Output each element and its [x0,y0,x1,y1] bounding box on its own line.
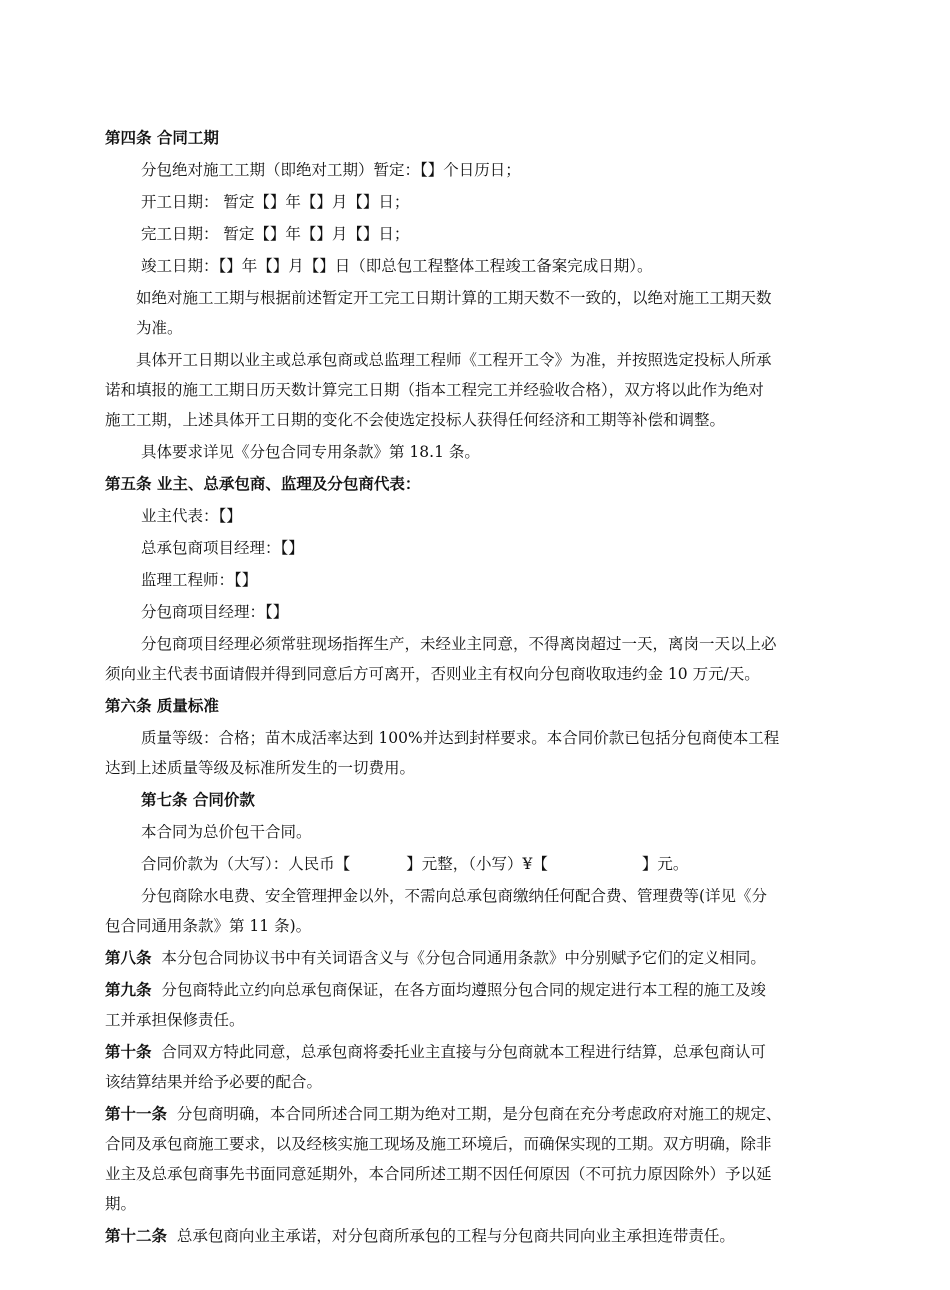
article4-heading: 第四条 合同工期 [105,128,219,147]
article10-text-line1: 合同双方特此同意，总承包商将委托业主直接与分包商就本工程进行结算，总承包商认可 [161,1043,766,1061]
article4-detail: 具体要求详见《分包合同专用条款》第 18.1 条。 [141,443,480,461]
article4-finish-date: 完工日期： 暂定【】年【】月【】日； [141,225,410,243]
article7-heading: 第七条 合同价款 [141,790,255,809]
contract-page [105,126,835,1248]
article6-line1: 质量等级：合格；苗木成活率达到 100%并达到封样要求。本合同价款已包括分包商使本工程 [141,729,780,747]
article8 [105,946,835,970]
article7-price [105,852,835,876]
article7-fees-line1: 分包商除水电费、安全管理押金以外，不需向总承包商缴纳任何配合费、管理费等(详见《分 [141,887,768,905]
article8-text: 本分包合同协议书中有关词语含义与《分包合同通用条款》中分别赋予它们的定义相同。 [161,949,766,967]
article6-line2: 达到上述质量等级及标准所发生的一切费用。 [105,759,416,777]
article4-start-order-line2: 诺和填报的施工工期日历天数计算完工日期（指本工程完工并经验收合格），双方将以此作为绝对 [105,381,764,399]
article4-start-order-line1: 具体开工日期以业主或总承包商或总监理工程师《工程开工令》为准，并按照选定投标人所承 [136,351,772,369]
article4-conflict-line1: 如绝对施工工期与根据前述暂定开工完工日期计算的工期天数不一致的，以绝对施工工期天数 [136,289,772,307]
article11-label: 第十一条 [105,1104,168,1123]
article7-price-suffix: 】元。 [641,855,689,873]
article9-label: 第九条 [105,980,152,999]
article4-completion-date: 竣工日期：【】年【】月【】日（即总包工程整体工程竣工备案完成日期）。 [141,257,653,275]
article4-conflict-line2: 为准。 [136,319,183,337]
article4-start-order-line3: 施工工期，上述具体开工日期的变化不会使选定投标人获得任何经济和工期等补偿和调整。 [105,411,726,429]
article4-absolute-period: 分包绝对施工工期（即绝对工期）暂定：【】个日历日； [141,161,521,179]
article10-line2: 该结算结果并给予必要的配合。 [105,1073,323,1091]
article7-type: 本合同为总价包干合同。 [141,823,312,841]
article9-line1 [105,978,835,1002]
article11-line3: 业主及总承包商事先书面同意延期外，本合同所述工期不因任何原因（不可抗力原因除外）予以延 [105,1165,772,1183]
article4-start-date: 开工日期： 暂定【】年【】月【】日； [141,193,410,211]
article5-owner-rep: 业主代表：【】 [141,507,242,525]
article5-sub-pm: 分包商项目经理：【】 [141,603,289,621]
article5-supervisor: 监理工程师：【】 [141,571,258,589]
article9-text-line1: 分包商特此立约向总承包商保证，在各方面均遵照分包合同的规定进行本工程的施工及竣 [161,981,766,999]
article7-fees-line2: 包合同通用条款》第 11 条)。 [105,917,312,935]
article5-rule-line2: 须向业主代表书面请假并得到同意后方可离开，否则业主有权向分包商收取违约金 10 万元/天。 [105,665,760,683]
article5-rule-line1: 分包商项目经理必须常驻现场指挥生产，未经业主同意，不得离岗超过一天，离岗一天以上必 [141,635,777,653]
article12-label: 第十二条 [105,1226,168,1245]
article12-text: 总承包商向业主承诺，对分包商所承包的工程与分包商共同向业主承担连带责任。 [176,1227,735,1245]
article9-line2: 工并承担保修责任。 [105,1011,245,1029]
article6-heading: 第六条 质量标准 [105,696,219,715]
article10-label: 第十条 [105,1042,152,1061]
article11-line4: 期。 [105,1195,137,1213]
article5-gc-pm: 总承包商项目经理：【】 [141,539,304,557]
article11-text-line1: 分包商明确，本合同所述合同工期为绝对工期，是分包商在充分考虑政府对施工的规定、 [176,1105,782,1123]
article12 [105,1224,835,1248]
article7-price-mid: 】元整，（小写）¥【 [406,855,548,873]
article10-line1 [105,1040,835,1064]
article11-line2: 合同及承包商施工要求，以及经核实施工现场及施工环境后，而确保实现的工期。双方明确，除非 [105,1135,772,1153]
article5-heading: 第五条 业主、总承包商、监理及分包商代表： [105,474,421,493]
article7-price-prefix: 合同价款为（大写）：人民币【 [141,855,351,873]
article11-line1 [105,1102,835,1126]
article8-label: 第八条 [105,948,152,967]
